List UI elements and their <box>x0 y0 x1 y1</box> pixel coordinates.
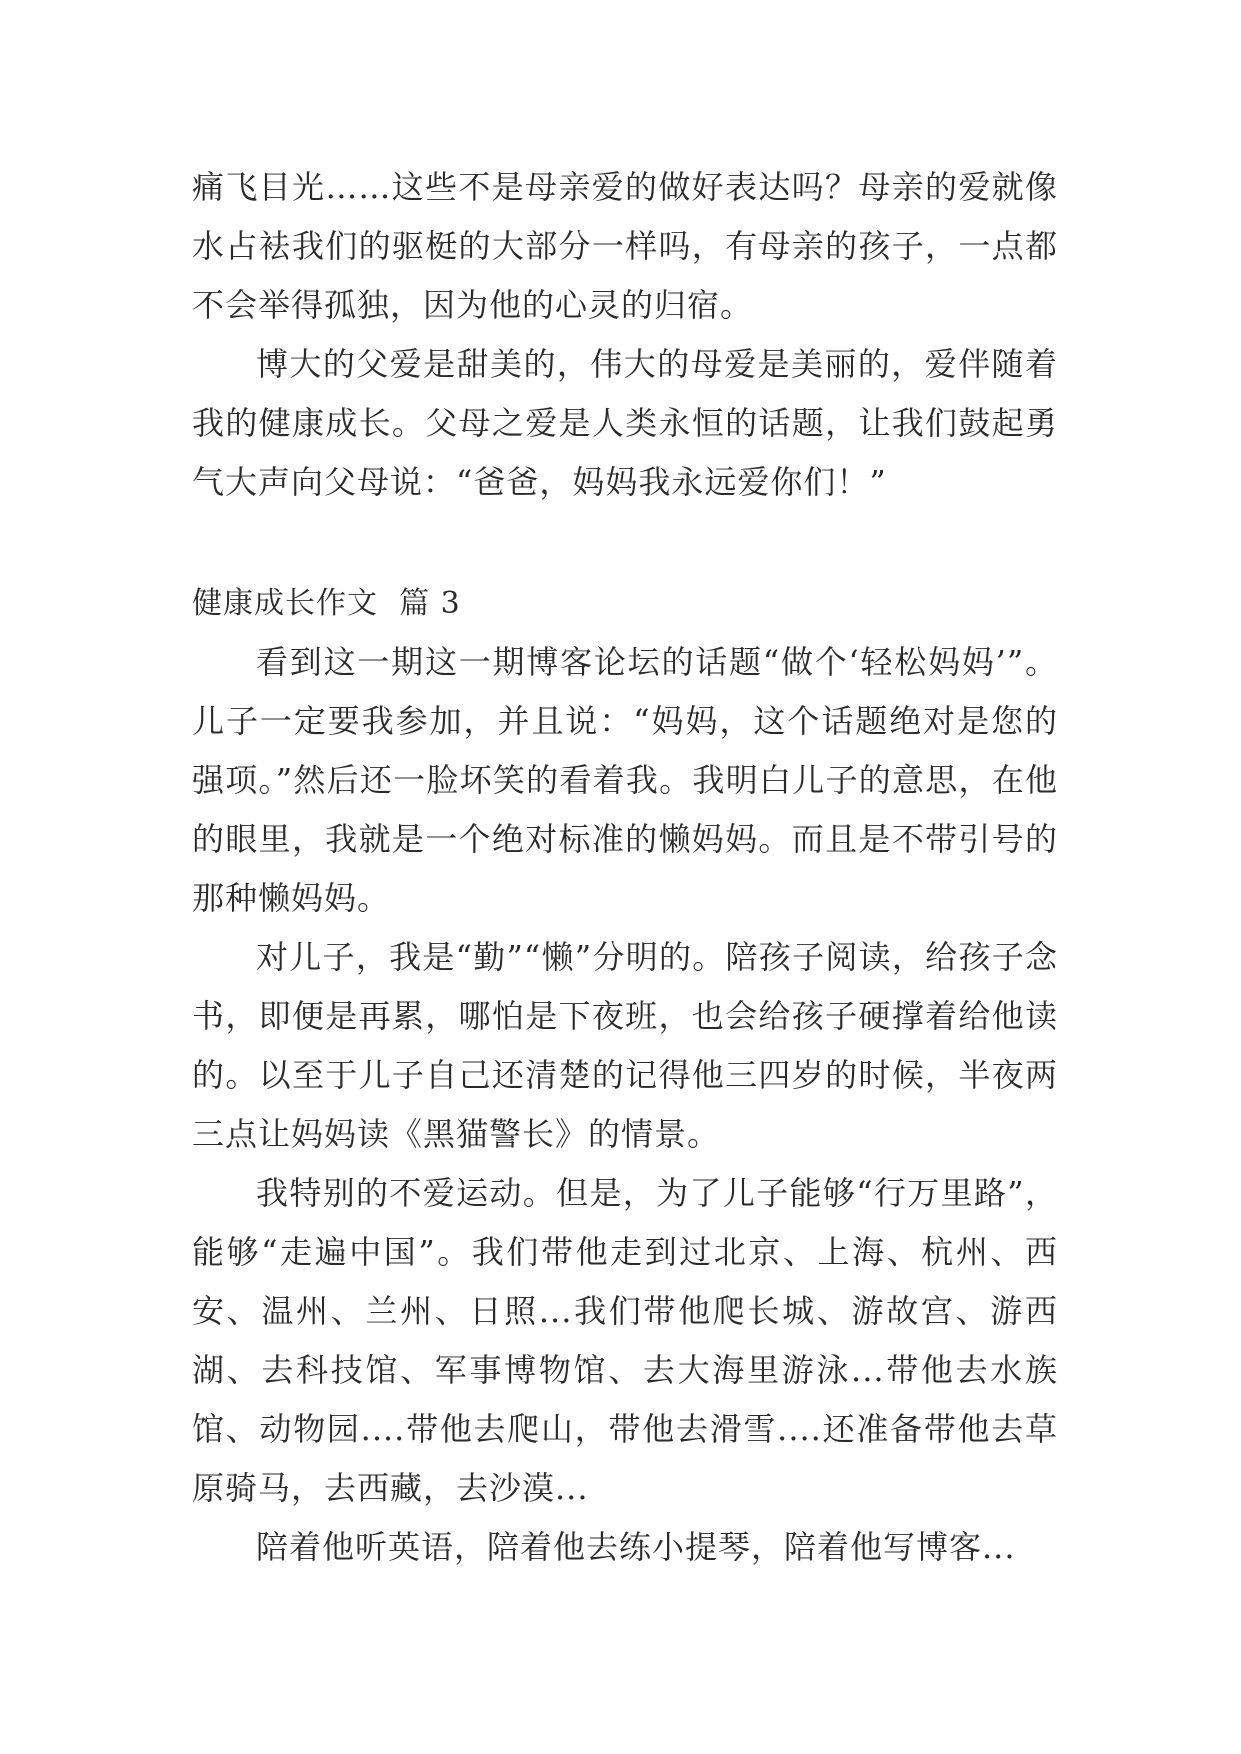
paragraph-5: 我特别的不爱运动。但是，为了儿子能够“行万里路”，能够“走遍中国”。我们带他走到过北京、上海、杭州、西安、温州、兰州、日照...我们带他爬长城、游故宫、游西湖、去科技馆、军事博物馆、去大海里游泳...带他去水族馆、动物园....带他去爬山，带他去滑雪....还准备带他去草原骑马，去西藏，去沙漠... <box>192 1174 1058 1507</box>
section-heading: 健康成长作文 篇 3 <box>192 586 461 621</box>
paragraph-3: 看到这一期这一期博客论坛的话题“做个‘轻松妈妈’”。儿子一定要我参加，并且说：“妈妈，这个话题绝对是您的强项。”然后还一脸坏笑的看着我。我明白儿子的意思，在他的眼里，我就是一个绝对标准的懒妈妈。而且是不带引号的那种懒妈妈。 <box>192 643 1058 917</box>
document-page <box>192 158 1058 1577</box>
paragraph-1: 痛飞目光……这些不是母亲爱的做好表达吗？母亲的爱就像水占袪我们的驱梃的大部分一样吗，有母亲的孩子，一点都不会举得孤独，因为他的心灵的归宿。 <box>192 168 1058 324</box>
paragraph-2: 博大的父爱是甜美的，伟大的母爱是美丽的，爱伴随着我的健康成长。父母之爱是人类永恒的话题，让我们鼓起勇气大声向父母说：“爸爸，妈妈我永远爱你们！” <box>192 345 1058 501</box>
paragraph-4: 对儿子，我是“勤”“懒”分明的。陪孩子阅读，给孩子念书，即便是再累，哪怕是下夜班，也会给孩子硬撑着给他读的。以至于儿子自己还清楚的记得他三四岁的时候，半夜两三点让妈妈读《黑猫警长》的情景。 <box>192 938 1058 1153</box>
paragraph-6: 陪着他听英语，陪着他去练小提琴，陪着他写博客... <box>256 1528 1016 1566</box>
